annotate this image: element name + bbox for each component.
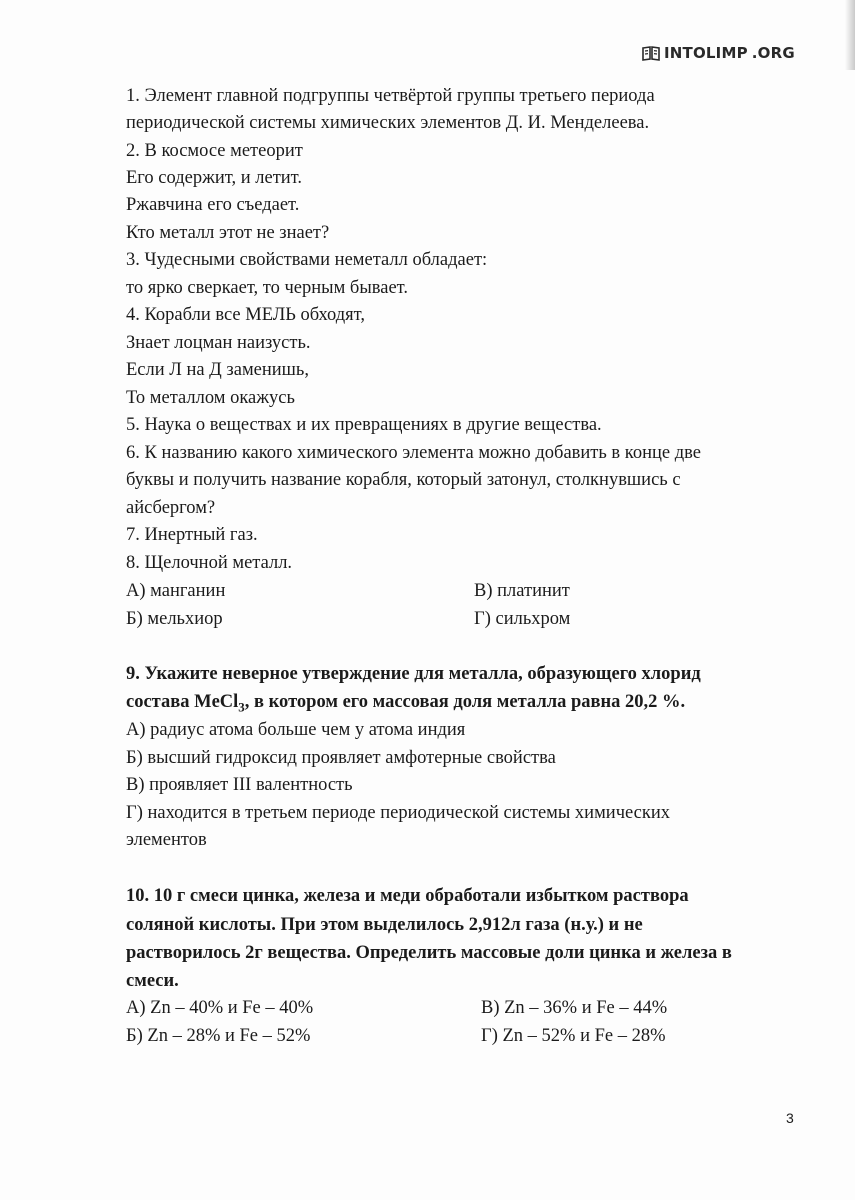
q2-line-1: 2. В космосе метеорит bbox=[126, 141, 303, 161]
q1-line-1: 1. Элемент главной подгруппы четвёртой группы третьего периода bbox=[126, 86, 655, 106]
q3-line-1: 3. Чудесными свойствами неметалл обладает: bbox=[126, 250, 488, 270]
q6-line-1: 6. К названию какого химического элемента можно добавить в конце две bbox=[126, 443, 701, 463]
q4-line-1: 4. Корабли все МЕЛЬ обходят, bbox=[126, 305, 366, 325]
page-number: 3 bbox=[786, 1110, 794, 1126]
book-icon bbox=[642, 45, 660, 61]
q9-line-2 bbox=[126, 691, 685, 713]
q2-line-2: Его содержит, и летит. bbox=[126, 168, 303, 188]
q2-line-4: Кто металл этот не знает? bbox=[126, 223, 330, 243]
q1-line-2: периодической системы химических элементов Д. И. Менделеева. bbox=[126, 113, 650, 133]
q4-line-2: Знает лоцман наизусть. bbox=[126, 333, 311, 353]
q9-formula-subscript: 3 bbox=[238, 699, 245, 715]
q7-line-1: 7. Инертный газ. bbox=[126, 525, 258, 545]
q9-option-c: В) проявляет III валентность bbox=[126, 775, 353, 795]
q5-line-1: 5. Наука о веществах и их превращениях в другие вещества. bbox=[126, 415, 602, 435]
q2-line-3: Ржавчина его съедает. bbox=[126, 195, 300, 215]
q9-option-a: А) радиус атома больше чем у атома индия bbox=[126, 720, 466, 740]
q6-line-3: айсбергом? bbox=[126, 498, 216, 518]
q9-option-d: Г) находится в третьем периоде периодической системы химических bbox=[126, 803, 671, 823]
q10-line-1: 10. 10 г смеси цинка, железа и меди обработали избытком раствора bbox=[126, 886, 689, 906]
q9-option-d-cont: элементов bbox=[126, 830, 207, 850]
q10-option-b: В) Zn – 36% и Fe – 44% bbox=[481, 998, 668, 1018]
q9-line-2-end: , в котором его массовая доля металла равна 20,2 %. bbox=[244, 692, 686, 712]
q9-line-2-start: состава MeCl bbox=[126, 692, 239, 712]
q1-8-option-a: А) манганин bbox=[126, 581, 226, 601]
q10-option-a: А) Zn – 40% и Fe – 40% bbox=[126, 998, 314, 1018]
q6-line-2: буквы и получить название корабля, который затонул, столкнувшись с bbox=[126, 470, 681, 490]
logo-text: INTOLIMP bbox=[664, 44, 748, 62]
scan-edge-shadow bbox=[845, 0, 855, 70]
q10-option-c: Б) Zn – 28% и Fe – 52% bbox=[126, 1026, 311, 1046]
q3-line-2: то ярко сверкает, то черным бывает. bbox=[126, 278, 408, 298]
q10-line-4: смеси. bbox=[126, 971, 179, 991]
q1-8-option-c: Б) мельхиор bbox=[126, 609, 223, 629]
q9-line-1: 9. Укажите неверное утверждение для металла, образующего хлорид bbox=[126, 664, 701, 684]
q1-8-option-b: В) платинит bbox=[474, 581, 570, 601]
q10-option-d: Г) Zn – 52% и Fe – 28% bbox=[481, 1026, 666, 1046]
site-logo bbox=[642, 44, 795, 62]
q4-line-3: Если Л на Д заменишь, bbox=[126, 360, 309, 380]
q8-line-1: 8. Щелочной металл. bbox=[126, 553, 293, 573]
q9-option-b: Б) высший гидроксид проявляет амфотерные свойства bbox=[126, 748, 556, 768]
q1-8-option-d: Г) сильхром bbox=[474, 609, 571, 629]
q4-line-4: То металлом окажусь bbox=[126, 388, 295, 408]
q10-line-2: соляной кислоты. При этом выделилось 2,912л газа (н.у.) и не bbox=[126, 915, 643, 935]
logo-suffix: .ORG bbox=[751, 44, 795, 62]
q10-line-3: растворилось 2г вещества. Определить массовые доли цинка и железа в bbox=[126, 943, 732, 963]
